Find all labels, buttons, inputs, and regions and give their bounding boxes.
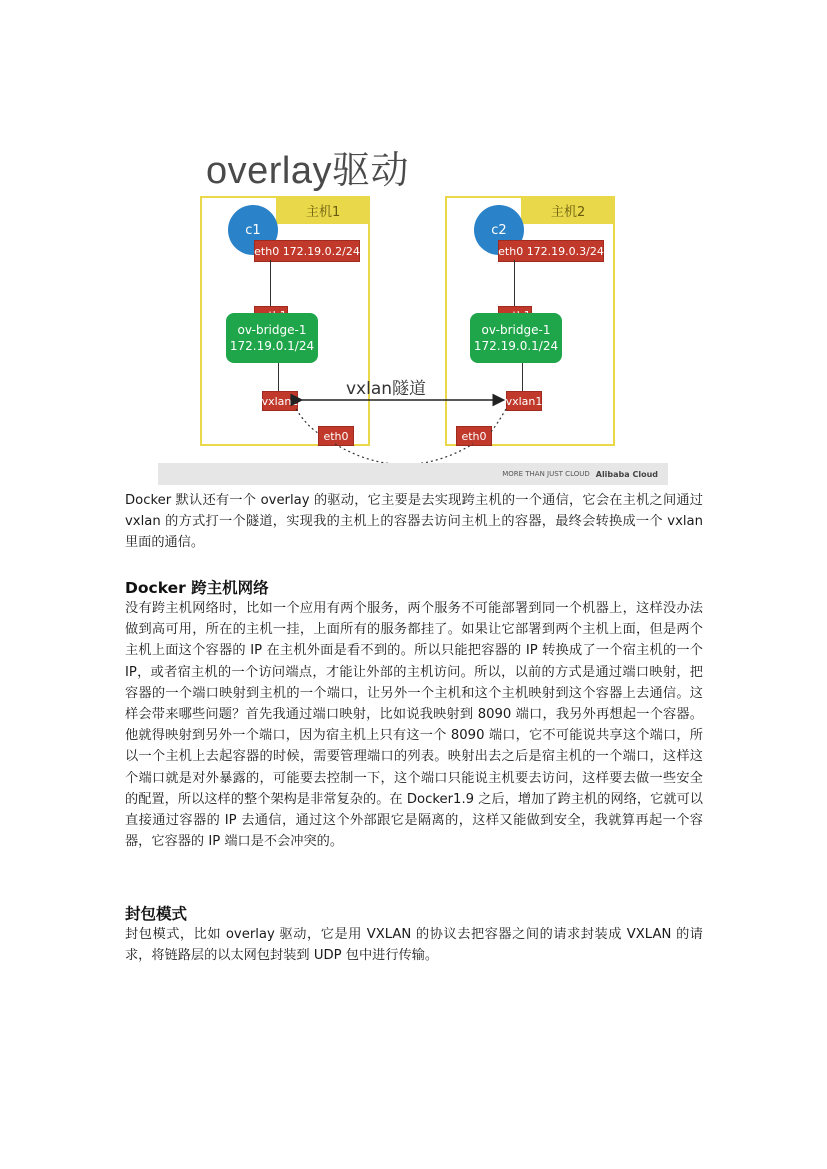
container-c2: c2	[474, 205, 524, 255]
host1-vxlan: vxlan1	[262, 391, 298, 411]
section-heading-cross-host-network: Docker 跨主机网络	[125, 579, 269, 597]
host2-container-eth: eth0 172.19.0.3/24	[498, 240, 604, 262]
host1-bridge-name: ov-bridge-1	[237, 323, 307, 337]
host1-container-eth: eth0 172.19.0.2/24	[254, 240, 360, 262]
host1-host-eth: eth0	[318, 426, 354, 446]
footer-tagline: MORE THAN JUST CLOUD	[502, 470, 590, 478]
host2-label: 主机2	[521, 196, 615, 224]
host2-bridge-ip: 172.19.0.1/24	[473, 339, 559, 353]
paragraph-encapsulation-mode: 封包模式，比如 overlay 驱动，它是用 VXLAN 的协议去把容器之间的请求封装成 VXLAN 的请求，将链路层的以太网包封装到 UDP 包中进行传输。	[125, 927, 703, 964]
paragraph-cross-host-network: 没有跨主机网络时，比如一个应用有两个服务，两个服务不可能部署到同一个机器上，这样没办法做到高可用，所在的主机一挂，上面所有的服务都挂了。如果让它部署到两个主机上面，但是两个主机上面这个容器的 IP 在主机外面是看不到的。所以只能把容器的 IP 转换成了一个宿主机的一个 IP，或者宿主机的一个访问端点，才能让外部的主机访问。所以，以前的方式是通过端口映射，把容器的一个端口映射到主机的一个端口，让另外一个主机和这个主机映射到这个容器上去通信。这样会带来哪些问题？首先我通过端口映射，比如说我映射到 8090 端口，我另外再想起一个容器。他就得映射到另外一个端口，因为宿主机上只有这一个 8090 端口，它不可能说共享这个端口，所以一个主机上去起容器的时候，需要管理端口的列表。映射出去之后是宿主机的一个端口，这样这个端口就是对外暴露的，可能要去控制一下，这个端口只能说主机要去访问，这样要去做一些安全的配置，所以这样的整个架构是非常复杂的。在 Docker1.9 之后，增加了跨主机的网络，它就可以直接通过容器的 IP 去通信，通过这个外部跟它是隔离的，这样又能做到安全，我就算再起一个容器，它容器的 IP 端口是不会冲突的。	[125, 601, 703, 850]
paragraph-overlay-intro: Docker 默认还有一个 overlay 的驱动，它主要是去实现跨主机的一个通信，它会在主机之间通过 vxlan 的方式打一个隧道，实现我的主机上的容器去访问主机上的容器，最终会转换成一个 vxlan 里面的通信。	[125, 493, 703, 551]
diagram-title: overlay驱动	[206, 150, 409, 192]
section-heading-encapsulation-mode: 封包模式	[125, 905, 188, 923]
overlay-driver-diagram	[158, 133, 668, 485]
vxlan-tunnel-label: vxlan隧道	[346, 379, 427, 399]
host1-vxlan-to-eth-dotted	[296, 409, 318, 433]
host2-host-eth: eth0	[456, 426, 492, 446]
host2-vxlan-to-eth-dotted	[490, 409, 506, 433]
host1-bridge-ip: 172.19.0.1/24	[229, 339, 315, 353]
host1-label: 主机1	[276, 196, 370, 224]
container-c1: c1	[228, 205, 278, 255]
diagram-footer	[158, 463, 668, 485]
tunnel-connectors	[158, 133, 668, 485]
alibaba-cloud-logo: Alibaba Cloud	[595, 469, 658, 479]
host2-bridge-name: ov-bridge-1	[481, 323, 551, 337]
physical-link-dotted	[335, 444, 473, 465]
host2-vxlan: vxlan1	[506, 391, 542, 411]
